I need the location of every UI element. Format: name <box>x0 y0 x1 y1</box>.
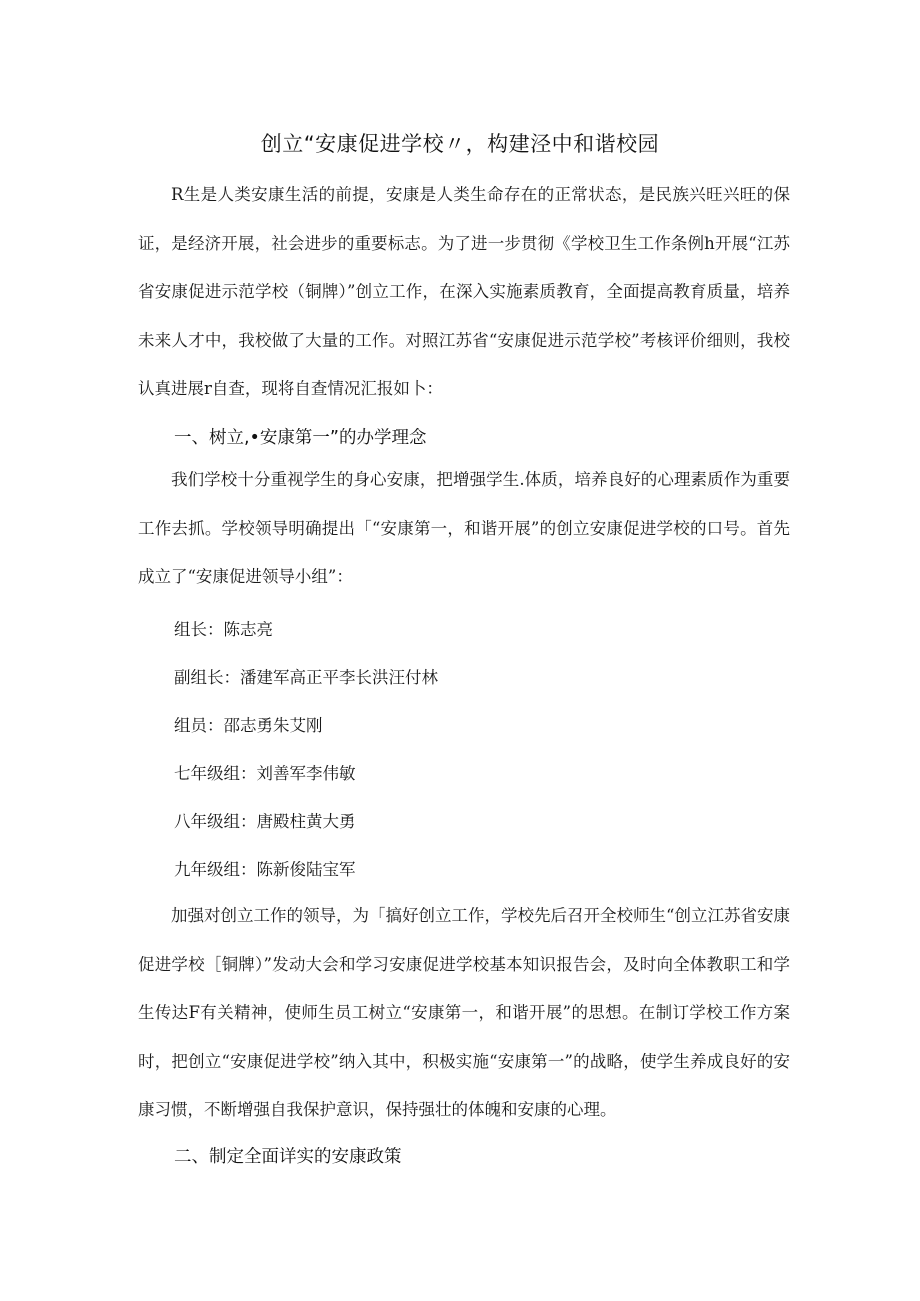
member-line-leader: 组长：陈志亮 <box>174 620 273 639</box>
member-line-deputy: 副组长：潘建军高正平李长洪汪付林 <box>174 668 438 687</box>
section-1-paragraph-2: 加强对创立工作的领导，为「搞好创立工作，学校先后召开全校师生“创立江苏省安康促进学校［铜牌）”发动大会和学习安康促进学校基本知识报告会，及时向全体教职工和学生传达F有关精神，使师生员工树立“安康第一，和谐开展”的思想。在制订学校工作方案时，把创立“安康促进学校”纳入其中，积极实施“安康第一”的战略，使学生养成良好的安康习惯，不断增强自我保护意识，保持强壮的体魄和安康的心理。 <box>138 906 790 1119</box>
intro-paragraph: R生是人类安康生活的前提，安康是人类生命存在的正常状态，是民族兴旺兴旺的保证，是经济开展，社会进步的重要标志。为了进一步贯彻《学校卫生工作条例h开展“江苏省安康促进示范学校（铜牌）”创立工作，在深入实施素质教育，全面提高教育质量，培养未来人才中，我校做了大量的工作。对照江苏省“安康促进示范学校”考核评价细则，我校认真进展r自查，现将自查情况汇报如卜： <box>138 185 790 398</box>
member-line-grade-9: 九年级组：陈新俊陆宝军 <box>174 860 356 879</box>
member-line-members: 组员：邵志勇朱艾刚 <box>174 716 323 735</box>
section-2-heading: 二、制定全面详实的安康政策 <box>174 1147 402 1167</box>
member-line-grade-7: 七年级组：刘善军李伟敏 <box>174 764 356 783</box>
section-1-paragraph-1: 我们学校十分重视学生的身心安康，把增强学生.体质，培养良好的心理素质作为重要工作去抓。学校领导明确提出「“安康第一，和谐开展”的创立安康促进学校的口号。首先成立了“安康促进领导小组”： <box>138 470 790 586</box>
section-1-heading: 一、树立,•安康第一”的办学理念 <box>174 428 427 448</box>
member-line-grade-8: 八年级组：唐殿柱黄大勇 <box>174 812 356 831</box>
document-title: 创立“安康促进学校〃，构建泾中和谐校园 <box>260 132 660 156</box>
